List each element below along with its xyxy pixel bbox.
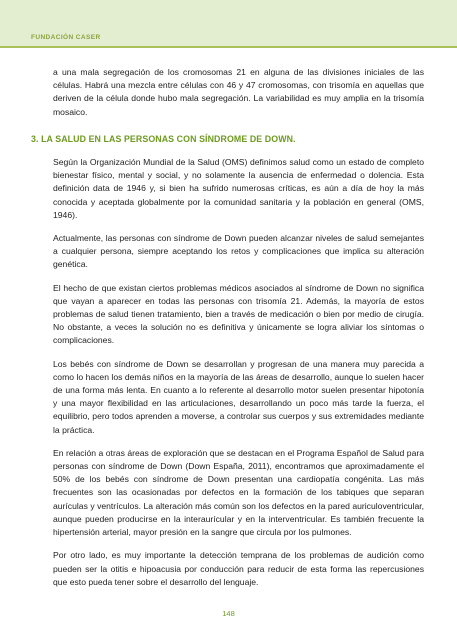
page-number: 148 xyxy=(222,609,235,618)
section-heading: 3. LA SALUD EN LAS PERSONAS CON SÍNDROME DE DOWN. xyxy=(31,133,296,144)
header-band xyxy=(0,0,457,48)
paragraph-continuation: a una mala segregación de los cromosomas 21 en alguna de las divisiones iniciales de las células. Habrá una mezcla entre células con 46 y 47 cromosomas, con trisomía en aquellas que deriven de la célula donde hubo mala segregación. La variabilidad es muy amplia en la trisomía mosaico. xyxy=(53,67,424,117)
paragraph: Los bebés con síndrome de Down se desarrollan y progresan de una manera muy parecida a como lo hacen los demás niños en la mayoría de las áreas de desarrollo, aunque lo suelen hacer de una forma más lenta. En cuanto a lo referente al desarrollo motor suelen presentar hipotonía y una mayor flexibilidad en las articulaciones, desarrollando un poco más tarde la fuerza, el equilibrio, pero todos aprenden a moverse, a controlar sus cuerpos y sus extremidades mediante la práctica. xyxy=(53,358,424,435)
header-divider xyxy=(0,46,457,48)
page-content xyxy=(31,66,424,599)
paragraph: Por otro lado, es muy importante la detección temprana de los problemas de audición como pueden ser la otitis e hipoacusia por conducción para reducir de esta forma las repercusiones que esto pueda tener sobre el desarrollo del lenguaje. xyxy=(53,550,424,587)
brand-label: FUNDACIÓN CASER xyxy=(31,34,101,41)
paragraph: Según la Organización Mundial de la Salud (OMS) definimos salud como un estado de completo bienestar físico, mental y social, y no solamente la ausencia de enfermedad o dolencia. Esta definición data de 1946 y, si bien ha sufrido numerosas críticas, es aún a día de hoy la más conocida y aceptada globalmente por la comunidad sanitaria y la población en general (OMS, 1946). xyxy=(53,157,424,220)
paragraph: Actualmente, las personas con síndrome de Down pueden alcanzar niveles de salud semejantes a cualquier persona, siempre aceptando los retos y complicaciones que implica su alteración genética. xyxy=(53,233,424,270)
paragraph: El hecho de que existan ciertos problemas médicos asociados al síndrome de Down no significa que vayan a aparecer en todas las personas con trisomía 21. Además, la mayoría de estos problemas de salud tienen tratamiento, bien a través de medicación o bien por medio de cirugía. No obstante, a veces la solución no es definitiva y únicamente se logra aliviar los síntomas o complicaciones. xyxy=(53,282,424,346)
paragraph: En relación a otras áreas de exploración que se destacan en el Programa Español de Salud para personas con síndrome de Down (Down España, 2011), encontramos que aproximadamente el 50% de los bebés con síndrome de Down presentan una cardiopatía congénita. Las más frecuentes son las ocasionadas por defectos en la formación de los tabiques que separan aurículas y ventrículos. La alteración más común son los defectos en la pared auriculoventricular, aunque pueden producirse en la interaurícular y en la interventricular. Es también frecuente la hipertensión arterial, mayor presión en la sangre que circula por los pulmones. xyxy=(53,447,424,538)
